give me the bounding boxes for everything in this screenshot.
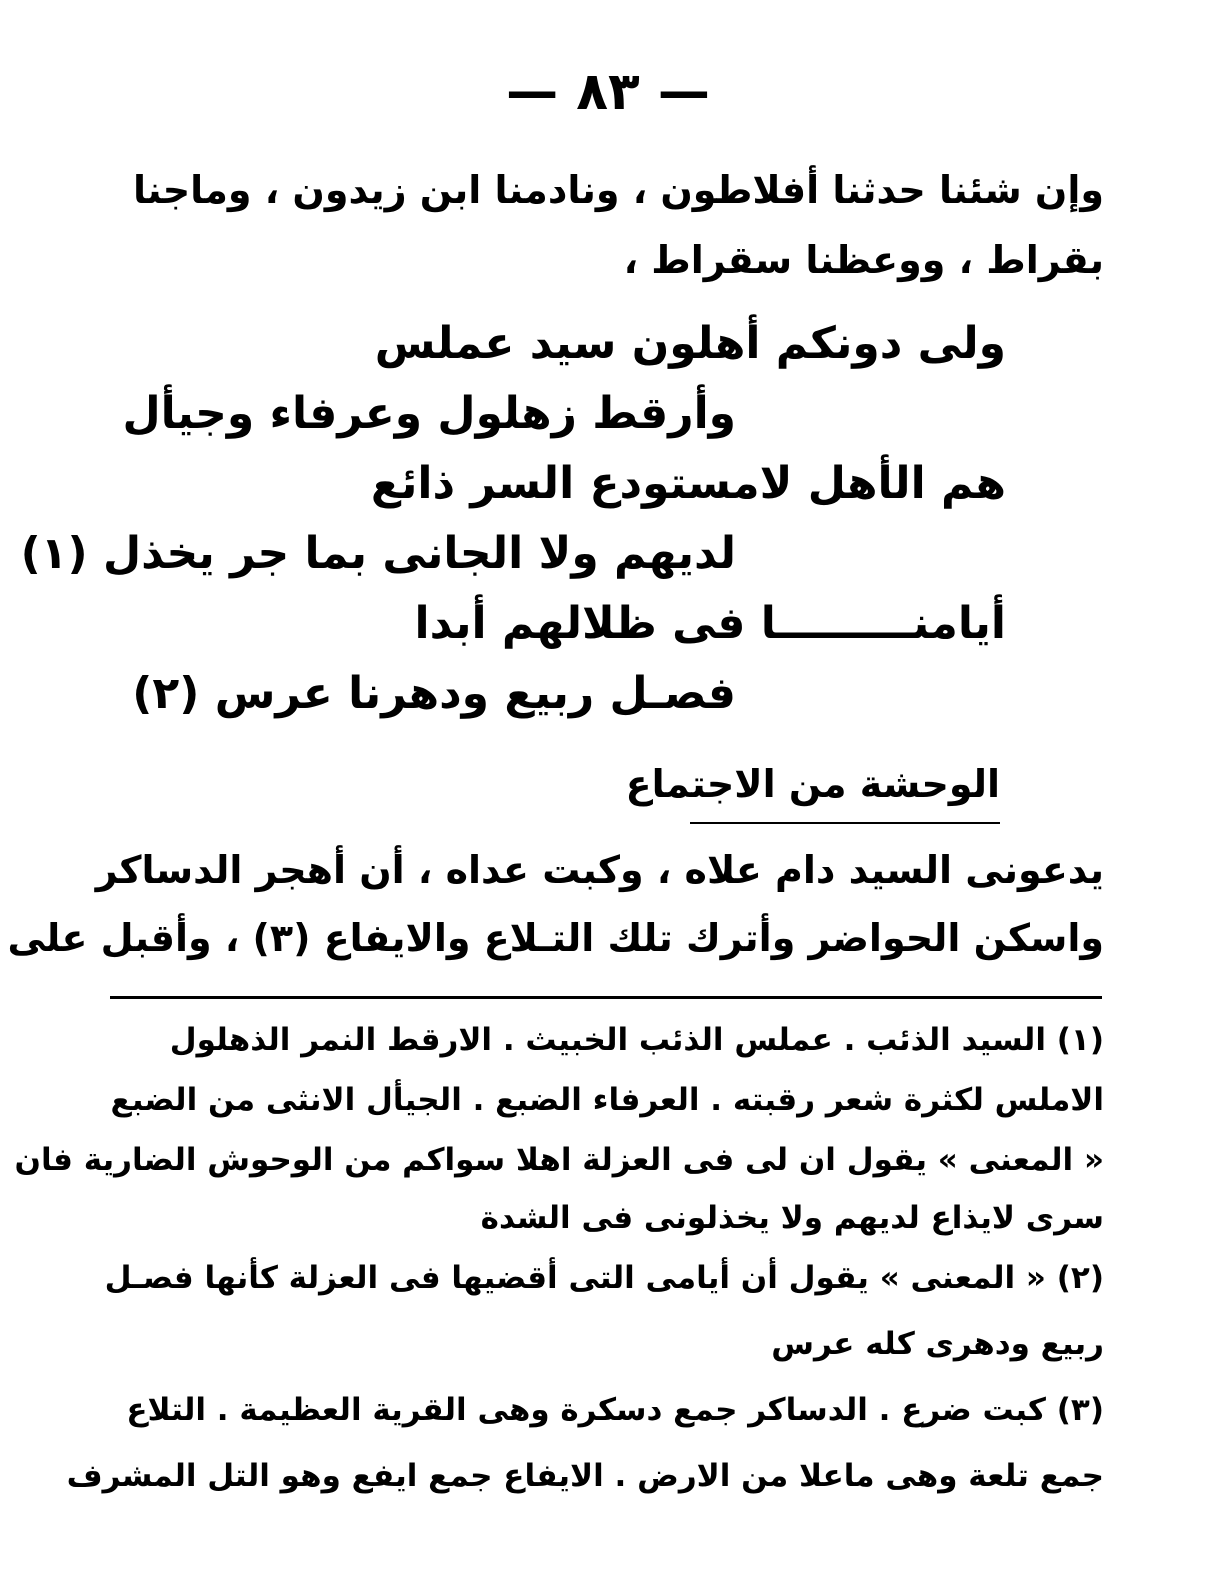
verse-line-1: ولى دونكم أهلون سيد عملس [374, 318, 1006, 369]
footnote-line-2: الاملس لكثرة شعر رقبته . العرفاء الضبع . الجيأل الانثى من الضبع [110, 1082, 1104, 1118]
footnote-line-5: (٢) « المعنى » يقول أن أيامى التى أقضيها فى العزلة كأنها فصـل [104, 1260, 1104, 1296]
verse-line-5: أيامنـــــــــا فى ظلالهم أبدا [414, 598, 1006, 649]
body-line-1: وإن شئنا حدثنا أفلاطون ، ونادمنا ابن زيدون ، وماجنا [132, 168, 1104, 212]
footnote-line-4: سرى لايذاع لديهم ولا يخذلونى فى الشدة [480, 1200, 1104, 1236]
verse-line-3: هم الأهل لامستودع السر ذائع [370, 458, 1006, 509]
body-line-4: واسكن الحواضر وأترك تلك التـلاع والايفاع (٣) ، وأقبل على [7, 916, 1104, 960]
body-line-3: يدعونى السيد دام علاه ، وكبت عداه ، أن أهجر الدساكر [95, 848, 1104, 892]
footnote-line-8: جمع تلعة وهى ماعلا من الارض . الايفاع جمع ايفع وهو التل المشرف [66, 1458, 1104, 1494]
footnote-line-6: ربيع ودهرى كله عرس [771, 1326, 1104, 1362]
verse-line-2: وأرقط زهلول وعرفاء وجيأل [122, 388, 736, 439]
footnote-line-1: (١) السيد الذئب . عملس الذئب الخبيث . الارقط النمر الذهلول [169, 1022, 1104, 1058]
verse-line-6: فصـل ربيع ودهرنا عرس (٢) [132, 668, 736, 719]
page-number: — ٨٣ — [506, 62, 710, 122]
section-heading: الوحشة من الاجتماع [625, 762, 1000, 806]
body-line-2: بقراط ، ووعظنا سقراط ، [623, 238, 1104, 282]
footnote-line-3: « المعنى » يقول ان لى فى العزلة اهلا سواكم من الوحوش الضارية فان [14, 1142, 1104, 1178]
verse-line-4: لديهم ولا الجانى بما جر يخذل (١) [20, 528, 736, 579]
footnote-line-7: (٣) كبت ضرع . الدساكر جمع دسكرة وهى القرية العظيمة . التلاع [126, 1392, 1104, 1428]
section-heading-underline [690, 822, 1000, 824]
footnote-divider [110, 996, 1102, 999]
